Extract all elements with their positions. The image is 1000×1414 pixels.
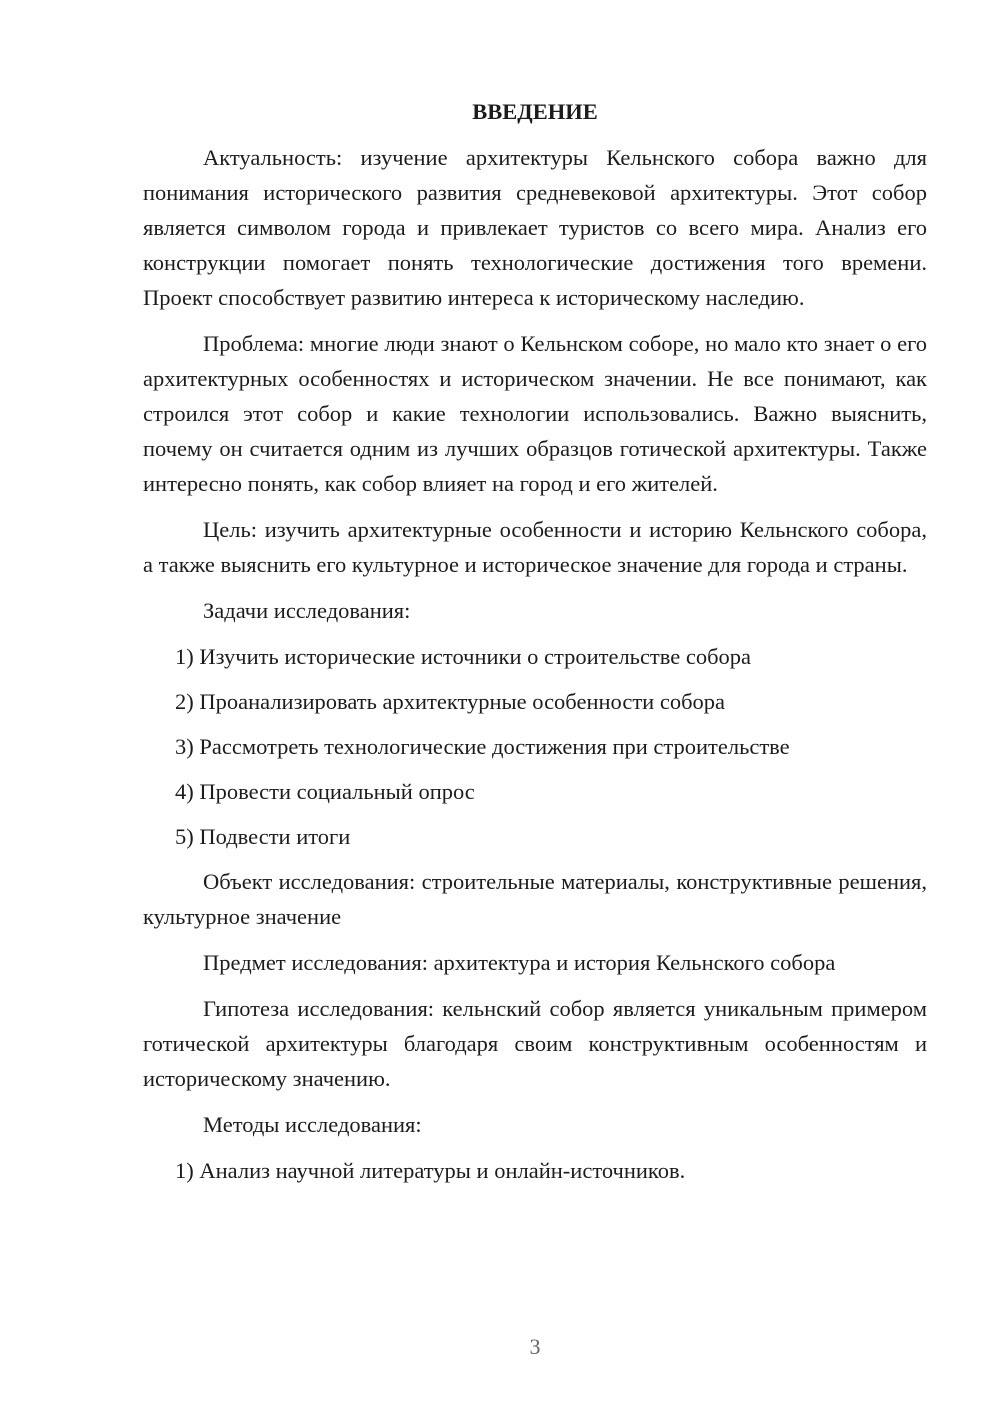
task-item: 3) Рассмотреть технологические достижения при строительстве <box>175 734 790 759</box>
task-item: 5) Подвести итоги <box>175 824 351 849</box>
relevance-paragraph: Актуальность: изучение архитектуры Кельнского собора важно для понимания исторического развития средневековой архитектуры. Этот собор является символом города и привлекает туристов со всего мира. Анализ его конструкции помогает понять технологические достижения того времени. Проект способствует развитию интереса к историческому наследию. <box>143 145 927 310</box>
method-item: 1) Анализ научной литературы и онлайн-источников. <box>175 1158 686 1183</box>
section-heading: ВВЕДЕНИЕ <box>472 99 598 124</box>
goal-paragraph: Цель: изучить архитектурные особенности и историю Кельнского собора, а также выяснить его культурное и историческое значение для города и страны. <box>143 517 927 577</box>
object-paragraph: Объект исследования: строительные материалы, конструктивные решения, культурное значение <box>143 869 927 929</box>
problem-paragraph: Проблема: многие люди знают о Кельнском соборе, но мало кто знает о его архитектурных особенностях и историческом значении. Не все понимают, как строился этот собор и какие технологии использовались. Важно выяснить, почему он считается одним из лучших образцов готической архитектуры. Также интересно понять, как собор влияет на город и его жителей. <box>143 331 927 496</box>
task-item: 4) Провести социальный опрос <box>175 779 475 804</box>
subject-paragraph: Предмет исследования: архитектура и история Кельнского собора <box>203 950 836 975</box>
methods-title: Методы исследования: <box>203 1112 422 1137</box>
hypothesis-paragraph: Гипотеза исследования: кельнский собор является уникальным примером готической архитектуры благодаря своим конструктивным особенностям и историческому значению. <box>143 996 927 1091</box>
task-item: 2) Проанализировать архитектурные особенности собора <box>175 689 725 714</box>
page-number: 3 <box>529 1334 541 1359</box>
page-content <box>143 94 927 1198</box>
task-item: 1) Изучить исторические источники о строительстве собора <box>175 644 752 669</box>
tasks-title: Задачи исследования: <box>203 598 411 623</box>
